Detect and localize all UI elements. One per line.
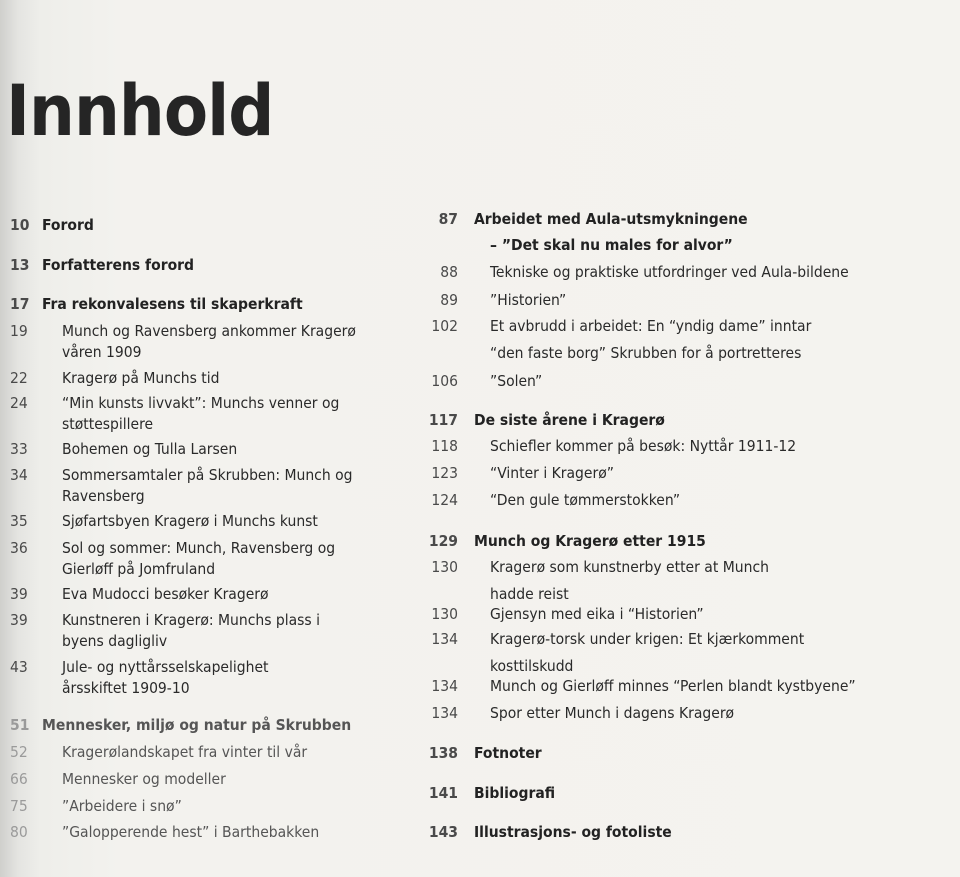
- toc-page-number: 141: [428, 784, 458, 802]
- toc-entry-title: Munch og Gierløff minnes “Perlen blandt kystbyene”: [490, 677, 856, 695]
- toc-page-number: 22: [10, 369, 28, 387]
- toc-entry-title: Illustrasjons- og fotoliste: [474, 823, 672, 841]
- toc-entry-title: Fotnoter: [474, 744, 542, 762]
- toc-page-number: 13: [10, 256, 30, 274]
- toc-entry-title: Kragerø som kunstnerby etter at Munch: [490, 558, 769, 576]
- toc-page-number: 17: [10, 295, 30, 313]
- toc-entry-title: De siste årene i Kragerø: [474, 411, 665, 429]
- toc-entry-title-continued: kosttilskudd: [490, 657, 574, 675]
- toc-page-number: 87: [438, 210, 458, 228]
- toc-page-number: 75: [10, 797, 28, 815]
- toc-entry-title-continued: våren 1909: [62, 343, 142, 361]
- toc-page-number: 52: [10, 743, 28, 761]
- toc-entry-title: Et avbrudd i arbeidet: En “yndig dame” inntar: [490, 317, 812, 335]
- toc-entry-title: Kunstneren i Kragerø: Munchs plass i: [62, 611, 321, 629]
- toc-page-number: 123: [431, 464, 458, 482]
- toc-entry-title: “Vinter i Kragerø”: [490, 464, 614, 482]
- toc-page-number: 138: [428, 744, 458, 762]
- toc-entry-title: Forord: [42, 216, 94, 234]
- toc-page-number: 134: [431, 704, 458, 722]
- toc-entry-title: Kragerølandskapet fra vinter til vår: [62, 743, 308, 761]
- toc-entry-title: Gjensyn med eika i “Historien”: [490, 605, 704, 623]
- toc-page-number: 130: [431, 558, 458, 576]
- toc-page-number: 130: [431, 605, 458, 623]
- toc-page-number: 24: [10, 394, 28, 412]
- toc-entry-title-continued: hadde reist: [490, 585, 569, 603]
- page-title: Innhold: [6, 70, 274, 152]
- toc-page-number: 66: [10, 770, 28, 788]
- toc-entry-title-continued: årsskiftet 1909-10: [62, 679, 190, 697]
- toc-entry-title: ”Historien”: [490, 291, 567, 309]
- toc-entry-title: Tekniske og praktiske utfordringer ved Aula-bildene: [490, 263, 849, 281]
- toc-entry-title: Sol og sommer: Munch, Ravensberg og: [62, 539, 336, 557]
- toc-page-number: 39: [10, 585, 28, 603]
- toc-entry-title-continued: byens dagligliv: [62, 632, 168, 650]
- toc-entry-title: “Min kunsts livvakt”: Munchs venner og: [62, 394, 340, 412]
- toc-entry-title: ”Arbeidere i snø”: [62, 797, 182, 815]
- toc-page-number: 33: [10, 440, 28, 458]
- toc-entry-title: Schiefler kommer på besøk: Nyttår 1911-12: [490, 437, 797, 455]
- toc-page-number: 102: [431, 317, 458, 335]
- toc-page-number: 106: [431, 372, 458, 390]
- toc-entry-title: Forfatterens forord: [42, 256, 195, 274]
- toc-entry-title: Fra rekonvalesens til skaperkraft: [42, 295, 303, 313]
- toc-entry-title: Spor etter Munch i dagens Kragerø: [490, 704, 735, 722]
- toc-entry-title: Mennesker, miljø og natur på Skrubben: [42, 716, 352, 734]
- toc-entry-title: Sommersamtaler på Skrubben: Munch og: [62, 466, 353, 484]
- toc-page-number: 80: [10, 823, 28, 841]
- toc-page-number: 19: [10, 322, 28, 340]
- toc-page-number: 34: [10, 466, 28, 484]
- toc-entry-title: Arbeidet med Aula-utsmykningene: [474, 210, 748, 228]
- toc-page-number: 124: [431, 491, 458, 509]
- toc-entry-title: Bohemen og Tulla Larsen: [62, 440, 238, 458]
- toc-page-number: 88: [440, 263, 458, 281]
- toc-entry-title-continued: støttespillere: [62, 415, 154, 433]
- toc-page-number: 43: [10, 658, 28, 676]
- toc-entry-title: Eva Mudocci besøker Kragerø: [62, 585, 269, 603]
- toc-entry-title-continued: “den faste borg” Skrubben for å portretteres: [490, 344, 802, 362]
- toc-entry-title: ”Solen”: [490, 372, 543, 390]
- toc-entry-title-continued: – ”Det skal nu males for alvor”: [490, 236, 733, 254]
- toc-page-number: 117: [428, 411, 458, 429]
- toc-entry-title-continued: Gierløff på Jomfruland: [62, 560, 216, 578]
- toc-page-number: 10: [10, 216, 30, 234]
- toc-page-number: 134: [431, 630, 458, 648]
- toc-entry-title: Jule- og nyttårsselskapelighet: [62, 658, 269, 676]
- toc-page-number: 118: [431, 437, 458, 455]
- toc-entry-title: Mennesker og modeller: [62, 770, 226, 788]
- toc-entry-title: ”Galopperende hest” i Barthebakken: [62, 823, 320, 841]
- toc-page-number: 134: [431, 677, 458, 695]
- toc-entry-title-continued: Ravensberg: [62, 487, 145, 505]
- toc-page-number: 35: [10, 512, 28, 530]
- toc-page-number: 89: [440, 291, 458, 309]
- toc-page-number: 129: [428, 532, 458, 550]
- toc-entry-title: Kragerø-torsk under krigen: Et kjærkomment: [490, 630, 805, 648]
- toc-page-number: 36: [10, 539, 28, 557]
- toc-page-number: 143: [428, 823, 458, 841]
- toc-page-number: 39: [10, 611, 28, 629]
- toc-entry-title: “Den gule tømmerstokken”: [490, 491, 681, 509]
- toc-entry-title: Munch og Ravensberg ankommer Kragerø: [62, 322, 356, 340]
- toc-entry-title: Bibliografi: [474, 784, 556, 802]
- toc-page-number: 51: [10, 716, 30, 734]
- toc-entry-title: Kragerø på Munchs tid: [62, 369, 220, 387]
- toc-entry-title: Sjøfartsbyen Kragerø i Munchs kunst: [62, 512, 318, 530]
- toc-entry-title: Munch og Kragerø etter 1915: [474, 532, 706, 550]
